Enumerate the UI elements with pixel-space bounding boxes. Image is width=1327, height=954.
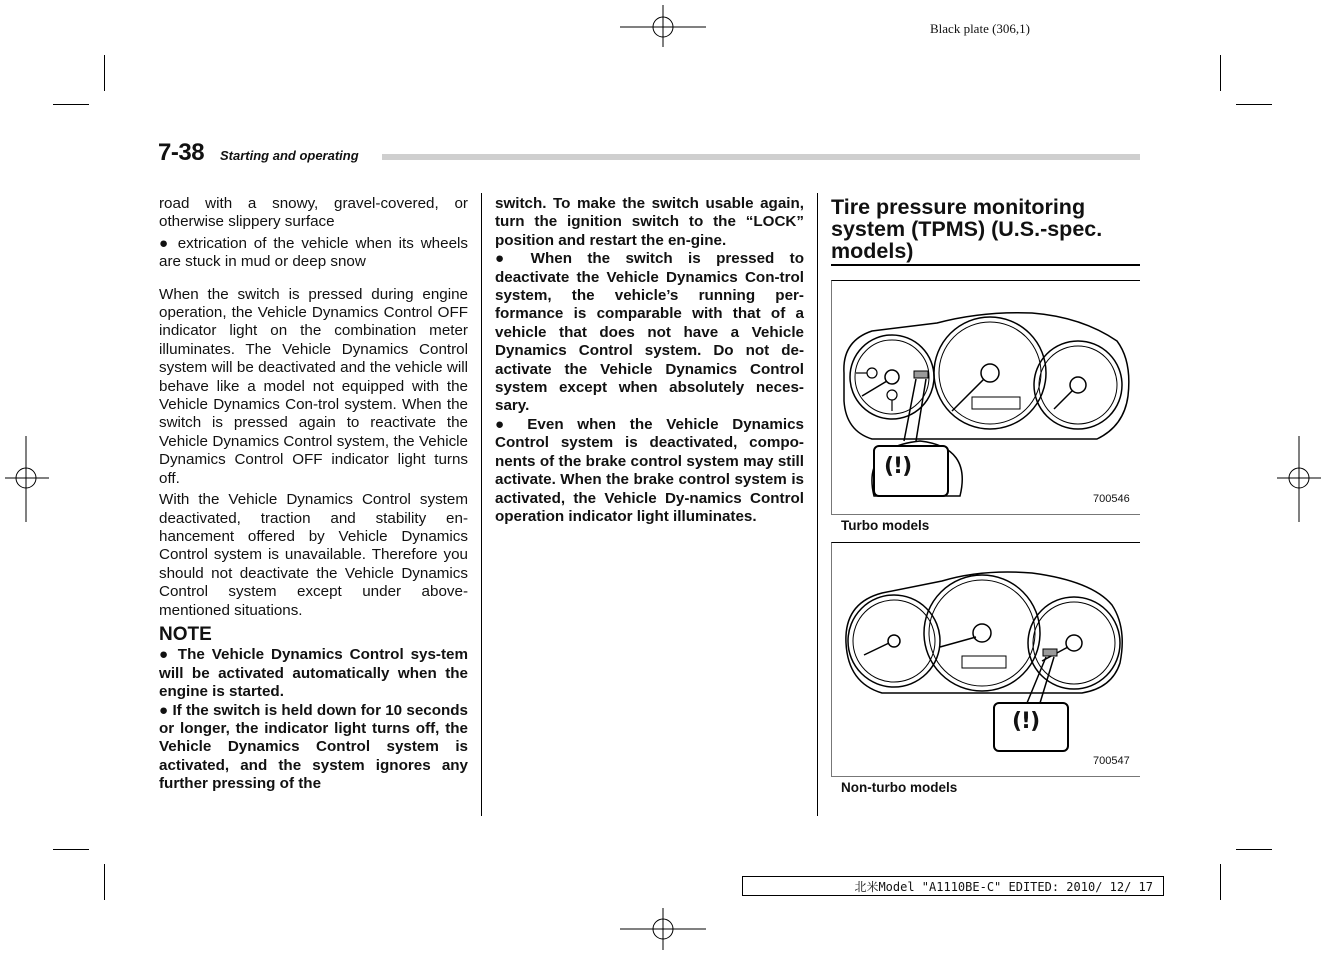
plate-label: Black plate (306,1): [930, 21, 1030, 36]
paragraph: road with a snowy, gravel-covered, or otherwise slippery surface: [159, 195, 468, 231]
section-heading: Tire pressure monitoring system (TPMS) (U.S.-spec. models): [831, 195, 1103, 263]
paragraph: switch. To make the switch usable again, turn the ignition switch to the “LOCK” position and restart the en-gine.: [495, 195, 804, 249]
bullet-item: ● When the switch is pressed to deactivate the Vehicle Dynamics Con-trol system, the vehicle’s running per-formance is comparable with that of a vehicle that does not have a Vehicle Dynamics Control system. Do not de-activate the Vehicle Dynamics Control system except when absolutely neces-sary.: [495, 250, 804, 415]
edit-stamp: 北米Model "A1110BE-C" EDITED: 2010/ 12/ 17: [742, 876, 1164, 896]
registration-mark-top: [620, 5, 706, 47]
figure-caption: Non-turbo models: [841, 780, 958, 795]
figure-code: 700547: [1093, 755, 1130, 767]
column-2: [495, 195, 804, 526]
note-heading: NOTE: [159, 623, 212, 645]
column-divider: [481, 193, 482, 816]
note-item: ● The Vehicle Dynamics Control sys-tem will be activated automatically when the engine is started.: [159, 646, 468, 701]
instrument-cluster-illustration: [832, 543, 1140, 776]
registration-mark-left: [5, 436, 49, 522]
note-item: ● If the switch is held down for 10 seconds or longer, the indicator light turns off, the Vehicle Dynamics Control system is activated, and the system ignores any further pressing of the: [159, 701, 468, 793]
figure-non-turbo: [831, 542, 1140, 777]
bullet-item: ● Even when the Vehicle Dynamics Control system is deactivated, compo-nents of the brake control system may still activate. When the brake control system is activated, the Vehicle Dy-namics Control operation indicator light illuminates.: [495, 415, 804, 525]
header-bar: [382, 154, 1140, 160]
registration-mark-right: [1277, 436, 1321, 522]
heading-rule: [831, 264, 1140, 266]
registration-mark-bottom: [620, 908, 706, 950]
tpms-warning-icon: (!): [1012, 709, 1040, 734]
bullet-item: ● extrication of the vehicle when its wheels are stuck in mud or deep snow: [159, 234, 468, 271]
figure-turbo: [831, 280, 1140, 515]
figure-caption: Turbo models: [841, 518, 930, 533]
section-title: Starting and operating: [220, 148, 359, 163]
paragraph: With the Vehicle Dynamics Control system deactivated, traction and stability en-hancement offered by Vehicle Dynamics Control system is unavailable. Therefore you should not deactivate the Vehicle Dynamics Control system except under above-mentioned situations.: [159, 491, 468, 619]
tpms-warning-icon: (!): [884, 454, 912, 479]
instrument-cluster-illustration: [832, 281, 1140, 514]
column-1: [159, 195, 468, 794]
column-divider: [817, 193, 818, 816]
paragraph: When the switch is pressed during engine operation, the Vehicle Dynamics Control OFF indicator light on the combination meter illuminates. The Vehicle Dynamics Control system will be deactivated and the vehicle will behave like a model not equipped with the Vehicle Dynamics Con-trol system. When the switch is pressed again to reactivate the Vehicle Dynamics Control system, the Vehicle Dynamics Control OFF indicator light turns off.: [159, 285, 468, 487]
figure-code: 700546: [1093, 493, 1130, 505]
page-number: 7-38: [158, 139, 205, 166]
